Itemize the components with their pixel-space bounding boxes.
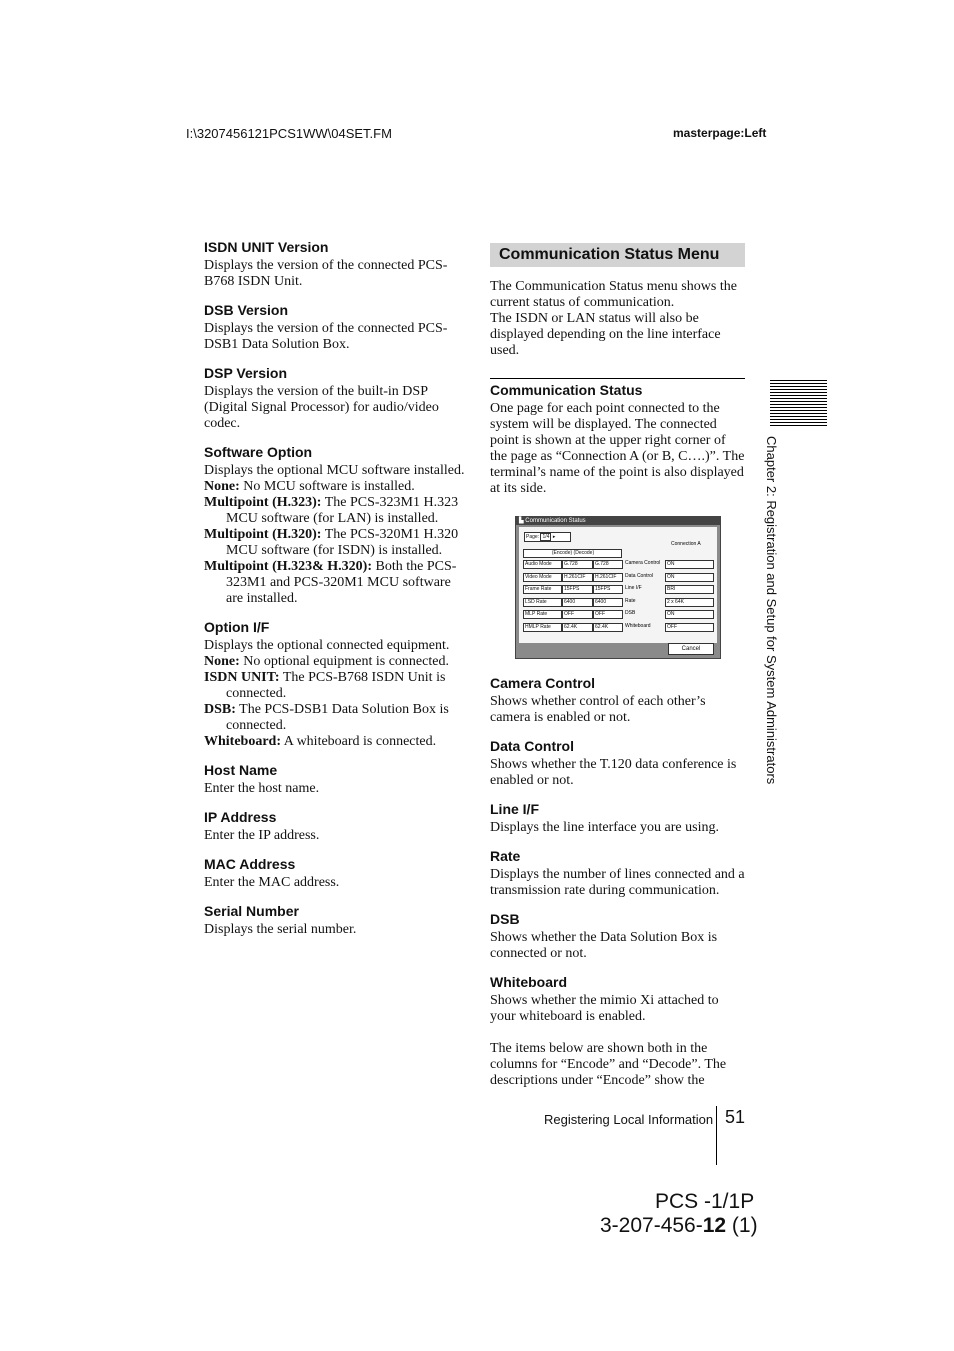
option-if-section	[204, 619, 466, 750]
ip-section	[204, 809, 466, 844]
row-label: Video Mode	[523, 573, 562, 582]
data-heading: Data Control	[490, 738, 574, 754]
footer-section: Registering Local Information	[544, 1112, 714, 1127]
status-label: Camera Control	[625, 560, 661, 566]
status-label: Whiteboard	[625, 623, 651, 629]
left-column	[204, 239, 466, 950]
arrow-right-icon: ▸	[552, 534, 556, 540]
option-if-item	[204, 702, 466, 734]
software-desc: Both the PCS-323M1 and PCS-320M1 MCU software are installed.	[226, 559, 457, 606]
host-text: Enter the host name.	[204, 781, 320, 796]
software-desc: The PCS-323M1 H.323 MCU software (for LAN) is installed.	[226, 495, 459, 526]
option-if-heading: Option I/F	[204, 619, 270, 635]
software-desc: No MCU software is installed.	[239, 479, 415, 494]
row-label: LSD Rate	[523, 598, 562, 607]
page-number: 51	[725, 1107, 746, 1127]
connection-label: Connection A	[671, 541, 701, 547]
decode-value: G.728	[593, 560, 623, 569]
software-term: Multipoint (H.323& H.320):	[204, 559, 372, 574]
line-heading: Line I/F	[490, 801, 539, 817]
chapter-label: Chapter 2: Registration and Setup for System Administrators	[764, 436, 779, 785]
model-number: PCS -1/1P	[655, 1190, 755, 1213]
line-section	[490, 801, 745, 836]
encode-value: 6400	[562, 598, 593, 607]
decode-value: 15FPS	[593, 585, 623, 594]
status-label: Rate	[625, 598, 636, 604]
dsb-text: Displays the version of the connected PCS-DSB1 Data Solution Box.	[204, 321, 448, 352]
status-label: Data Control	[625, 573, 654, 579]
software-term: None:	[204, 479, 240, 494]
ip-text: Enter the IP address.	[204, 828, 320, 843]
isdn-unit-section	[204, 239, 466, 290]
screen-title-bar	[516, 517, 720, 525]
option-if-item	[204, 670, 466, 702]
software-heading: Software Option	[204, 444, 313, 460]
encode-value: G.728	[562, 560, 593, 569]
status-value: OFF	[665, 623, 714, 632]
decode-value: 62.4K	[593, 623, 623, 632]
software-item	[204, 479, 466, 495]
option-if-item	[204, 734, 466, 750]
part-suffix: (1)	[726, 1214, 758, 1237]
isdn-unit-heading: ISDN UNIT Version	[204, 239, 329, 255]
data-text: Shows whether the T.120 data conference is enabled or not.	[490, 757, 737, 788]
intro-text-2: The ISDN or LAN status will also be displayed depending on the line interface used.	[490, 311, 721, 358]
rate-heading: Rate	[490, 848, 521, 864]
option-if-desc: The PCS-B768 ISDN Unit is connected.	[226, 670, 446, 701]
menu-title: Communication Status Menu	[490, 243, 745, 267]
decode-value: OFF	[593, 610, 623, 619]
decode-value: H.261CIF	[593, 573, 623, 582]
dsb-heading: DSB Version	[204, 302, 289, 318]
software-text: Displays the optional MCU software installed.	[204, 463, 465, 478]
status-value: ON	[665, 610, 714, 619]
serial-heading: Serial Number	[204, 903, 299, 919]
part-prefix: 3-207-456-	[600, 1214, 703, 1237]
encode-value: H.261CIF	[562, 573, 593, 582]
rate-text: Displays the number of lines connected and a transmission rate during communication.	[490, 867, 745, 898]
status-heading: Communication Status	[490, 382, 643, 398]
option-if-term: DSB:	[204, 702, 236, 717]
option-if-desc: The PCS-DSB1 Data Solution Box is connected.	[226, 702, 449, 733]
page-value: 1/4	[542, 534, 550, 540]
status-text: One page for each point connected to the system will be displayed. The connected point is shown at the upper right corner of the page as “Connection A (or B, C….)”. The terminal’s name of the point is also displayed at its side.	[490, 401, 745, 496]
status-value: ON	[665, 573, 714, 582]
dsb-status-heading: DSB	[490, 911, 520, 927]
camera-heading: Camera Control	[490, 675, 596, 691]
encode-value: 15FPS	[562, 585, 593, 594]
option-if-term: Whiteboard:	[204, 734, 281, 749]
software-section	[204, 444, 466, 607]
encode-value: OFF	[562, 610, 593, 619]
option-if-term: ISDN UNIT:	[204, 670, 280, 685]
screen-icon: ▙	[519, 518, 524, 524]
status-value: BRI	[665, 585, 714, 594]
encode-value: 62.4K	[562, 623, 593, 632]
software-desc: The PCS-320M1 H.320 MCU software (for ISDN) is installed.	[226, 527, 459, 558]
whiteboard-text: Shows whether the mimio Xi attached to your whiteboard is enabled.	[490, 993, 719, 1024]
option-if-desc: No optional equipment is connected.	[239, 654, 449, 669]
status-value: ON	[665, 560, 714, 569]
dsp-text: Displays the version of the built-in DSP (Digital Signal Processor) for audio/video codec.	[204, 384, 439, 431]
software-item	[204, 559, 466, 607]
mac-heading: MAC Address	[204, 856, 296, 872]
row-label: Audio Mode	[523, 560, 562, 569]
dsp-section	[204, 365, 466, 432]
screen-title: Communication Status	[525, 518, 586, 524]
intro-text-1: The Communication Status menu shows the current status of communication.	[490, 279, 737, 310]
mac-section	[204, 856, 466, 891]
software-term: Multipoint (H.323):	[204, 495, 322, 510]
camera-text: Shows whether control of each other’s camera is enabled or not.	[490, 694, 706, 725]
dsb-status-section	[490, 911, 745, 962]
dsp-heading: DSP Version	[204, 365, 288, 381]
serial-text: Displays the serial number.	[204, 922, 357, 937]
data-section	[490, 738, 745, 789]
isdn-unit-text: Displays the version of the connected PCS-B768 ISDN Unit.	[204, 258, 448, 289]
right-column-bottom	[490, 675, 745, 1089]
host-heading: Host Name	[204, 762, 278, 778]
status-label: DSB	[625, 610, 636, 616]
software-term: Multipoint (H.320):	[204, 527, 322, 542]
ip-heading: IP Address	[204, 809, 277, 825]
camera-section	[490, 675, 745, 726]
row-label: Frame Rate	[523, 585, 562, 594]
part-number	[600, 1214, 758, 1238]
line-text: Displays the line interface you are using.	[490, 820, 719, 835]
row-label: MLP Rate	[523, 610, 562, 619]
software-item	[204, 527, 466, 559]
footer-divider	[716, 1106, 717, 1165]
page-label: Page:	[526, 534, 540, 540]
dsb-section	[204, 302, 466, 353]
option-if-item	[204, 654, 466, 670]
whiteboard-heading: Whiteboard	[490, 974, 567, 990]
status-label: Line I/F	[625, 585, 642, 591]
option-if-text: Displays the optional connected equipment.	[204, 638, 450, 653]
option-if-term: None:	[204, 654, 240, 669]
software-item	[204, 495, 466, 527]
communication-status-screen	[515, 516, 721, 659]
part-bold: 12	[702, 1214, 727, 1237]
status-section	[490, 378, 745, 497]
row-label: HMLP Rate	[523, 623, 562, 632]
option-if-desc: A whiteboard is connected.	[281, 734, 437, 749]
serial-section	[204, 903, 466, 938]
mac-text: Enter the MAC address.	[204, 875, 340, 890]
whiteboard-section	[490, 974, 745, 1025]
cancel-button[interactable]: Cancel	[668, 643, 714, 655]
dsb-status-text: Shows whether the Data Solution Box is connected or not.	[490, 930, 718, 961]
closing-text: The items below are shown both in the columns for “Encode” and “Decode”. The descriptions under “Encode” show the	[490, 1041, 727, 1088]
masterpage-label: masterpage:Left	[673, 126, 767, 140]
chapter-stripes	[770, 380, 827, 427]
decode-value: 6400	[593, 598, 623, 607]
file-path: I:\3207456121PCS1WW\04SET.FM	[186, 126, 392, 141]
status-value: 2 x 64K	[665, 598, 714, 607]
column-header: (Encode) (Decode)	[523, 549, 622, 558]
host-section	[204, 762, 466, 797]
right-column-top	[490, 243, 745, 497]
page-selector[interactable]	[524, 532, 571, 542]
rate-section	[490, 848, 745, 899]
screen-panel	[519, 527, 717, 643]
